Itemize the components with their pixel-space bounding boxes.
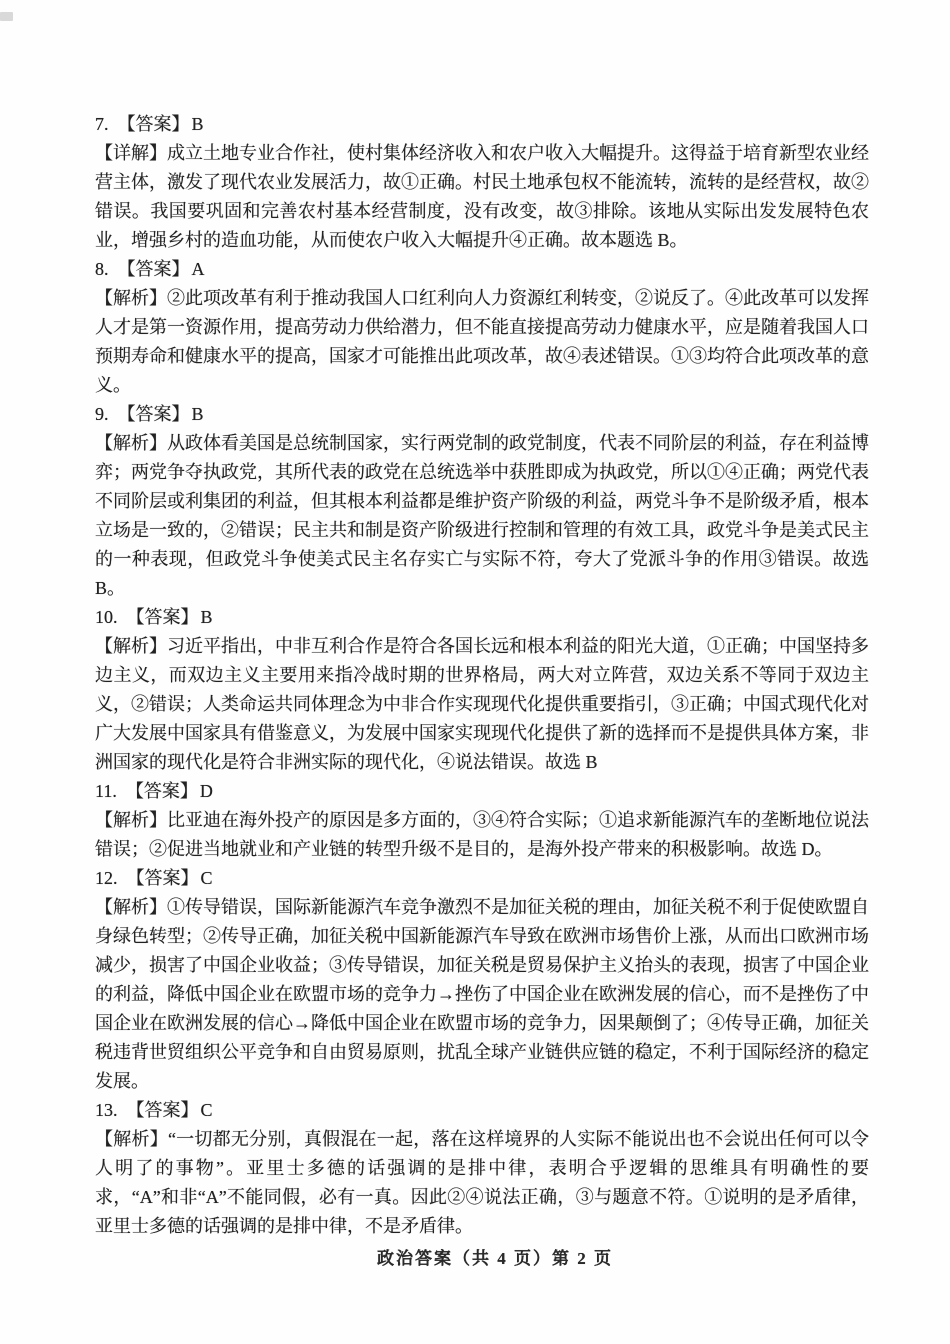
explanation-paragraph (95, 284, 869, 400)
answer-line (95, 777, 869, 806)
answer-letter: A (191, 259, 205, 279)
explanation-label: 【解析】 (95, 433, 167, 453)
answer-label: 【答案】 (126, 868, 199, 888)
question-number: 7. (95, 114, 109, 134)
page-footer: 政治答案（共 4 页）第 2 页 (377, 1249, 613, 1268)
answer-letter: D (199, 781, 213, 801)
answer-letter: B (191, 114, 204, 134)
answer-item-10 (95, 603, 869, 777)
explanation-label: 【详解】 (95, 143, 167, 163)
explanation-text: 习近平指出，中非互利合作是符合各国长远和根本利益的阳光大道，①正确；中国坚持多边主义，而双边主义主要用来指冷战时期的世界格局，两大对立阵营，双边关系不等同于双边主义，②错误；人类命运共同体理念为中非合作实现现代化提供重要指引，③正确；中国式现代化对广大发展中国家具有借鉴意义，为发展中国家实现现代化提供了新的选择而不是提供具体方案，非洲国家的现代化是符合非洲实际的现代化，④说法错误。故选 B (95, 636, 869, 772)
explanation-label: 【解析】 (95, 1129, 168, 1149)
explanation-text: 从政体看美国是总统制国家，实行两党制的政党制度，代表不同阶层的利益，存在利益博弈；两党争夺执政党，其所代表的政党在总统选举中获胜即成为执政党，所以①④正确；两党代表不同阶层或利集团的利益，但其根本利益都是维护资产阶级的利益，两党斗争不是阶级矛盾，根本立场是一致的，②错误；民主共和制是资产阶级进行控制和管理的有效工具，政党斗争是美式民主的一种表现，但政党斗争使美式民主名存实亡与实际不符，夸大了党派斗争的作用③错误。故选 B。 (95, 433, 869, 598)
explanation-label: 【解析】 (95, 897, 167, 917)
answer-label: 【答案】 (117, 259, 190, 279)
answer-item-8 (95, 255, 869, 400)
question-number: 12. (95, 868, 118, 888)
explanation-paragraph (95, 893, 869, 1096)
explanation-paragraph (95, 1125, 869, 1241)
answer-label: 【答案】 (126, 607, 199, 627)
question-number: 10. (95, 607, 118, 627)
explanation-text: ①传导错误，国际新能源汽车竞争激烈不是加征关税的理由，加征关税不利于促使欧盟自身绿色转型；②传导正确，加征关税中国新能源汽车导致在欧洲市场售价上涨，从而出口欧洲市场减少，损害了中国企业收益；③传导错误，加征关税是贸易保护主义抬头的表现，损害了中国企业的利益，降低中国企业在欧盟市场的竞争力→挫伤了中国企业在欧洲发展的信心，而不是挫伤了中国企业在欧洲发展的信心→降低中国企业在欧盟市场的竞争力，因果颠倒了；④传导正确，加征关税违背世贸组织公平竞争和自由贸易原则，扰乱全球产业链供应链的稳定，不利于国际经济的稳定发展。 (95, 897, 869, 1091)
answer-line (95, 400, 869, 429)
explanation-text: 成立土地专业合作社，使村集体经济收入和农户收入大幅提升。这得益于培育新型农业经营主体，激发了现代农业发展活力，故①正确。村民土地承包权不能流转，流转的是经营权，故②错误。我国要巩固和完善农村基本经营制度，没有改变，故③排除。该地从实际出发发展特色农业，增强乡村的造血功能，从而使农户收入大幅提升④正确。故本题选 B。 (95, 143, 869, 250)
question-number: 13. (95, 1100, 118, 1120)
answer-item-13 (95, 1096, 869, 1241)
scan-artifact (0, 12, 13, 21)
answer-sheet-content (95, 110, 869, 1241)
question-number: 11. (95, 781, 117, 801)
question-number: 8. (95, 259, 109, 279)
explanation-text: “一切都无分别，真假混在一起，落在这样境界的人实际不能说出也不会说出任何可以令人明了的事物”。亚里士多德的话强调的是排中律，表明合乎逻辑的思维具有明确性的要求，“A”和非“A”不能同假，必有一真。因此②④说法正确，③与题意不符。①说明的是矛盾律，亚里士多德的话强调的是排中律，不是矛盾律。 (95, 1129, 869, 1236)
explanation-paragraph (95, 632, 869, 777)
answer-label: 【答案】 (126, 1100, 199, 1120)
answer-item-11 (95, 777, 869, 864)
explanation-text: ②此项改革有利于推动我国人口红利向人力资源红利转变，②说反了。④此改革可以发挥人才是第一资源作用，提高劳动力供给潜力，但不能直接提高劳动力健康水平，应是随着我国人口预期寿命和健康水平的提高，国家才可能推出此项改革，故④表述错误。①③均符合此项改革的意义。 (95, 288, 869, 395)
answer-item-9 (95, 400, 869, 603)
explanation-paragraph (95, 806, 869, 864)
answer-letter: B (191, 404, 204, 424)
question-number: 9. (95, 404, 109, 424)
answer-label: 【答案】 (117, 404, 190, 424)
answer-line (95, 1096, 869, 1125)
answer-line (95, 603, 869, 632)
answer-line (95, 864, 869, 893)
answer-label: 【答案】 (125, 781, 198, 801)
explanation-label: 【解析】 (95, 636, 167, 656)
answer-line (95, 255, 869, 284)
answer-label: 【答案】 (117, 114, 190, 134)
answer-letter: B (200, 607, 213, 627)
answer-item-12 (95, 864, 869, 1096)
answer-item-7 (95, 110, 869, 255)
explanation-label: 【解析】 (95, 810, 167, 830)
answer-letter: C (200, 868, 213, 888)
answer-letter: C (200, 1100, 213, 1120)
explanation-text: 比亚迪在海外投产的原因是多方面的，③④符合实际；①追求新能源汽车的垄断地位说法错误；②促进当地就业和产业链的转型升级不是目的，是海外投产带来的积极影响。故选 D。 (95, 810, 869, 859)
explanation-paragraph (95, 139, 869, 255)
answer-line (95, 110, 869, 139)
explanation-label: 【解析】 (95, 288, 167, 308)
explanation-paragraph (95, 429, 869, 603)
